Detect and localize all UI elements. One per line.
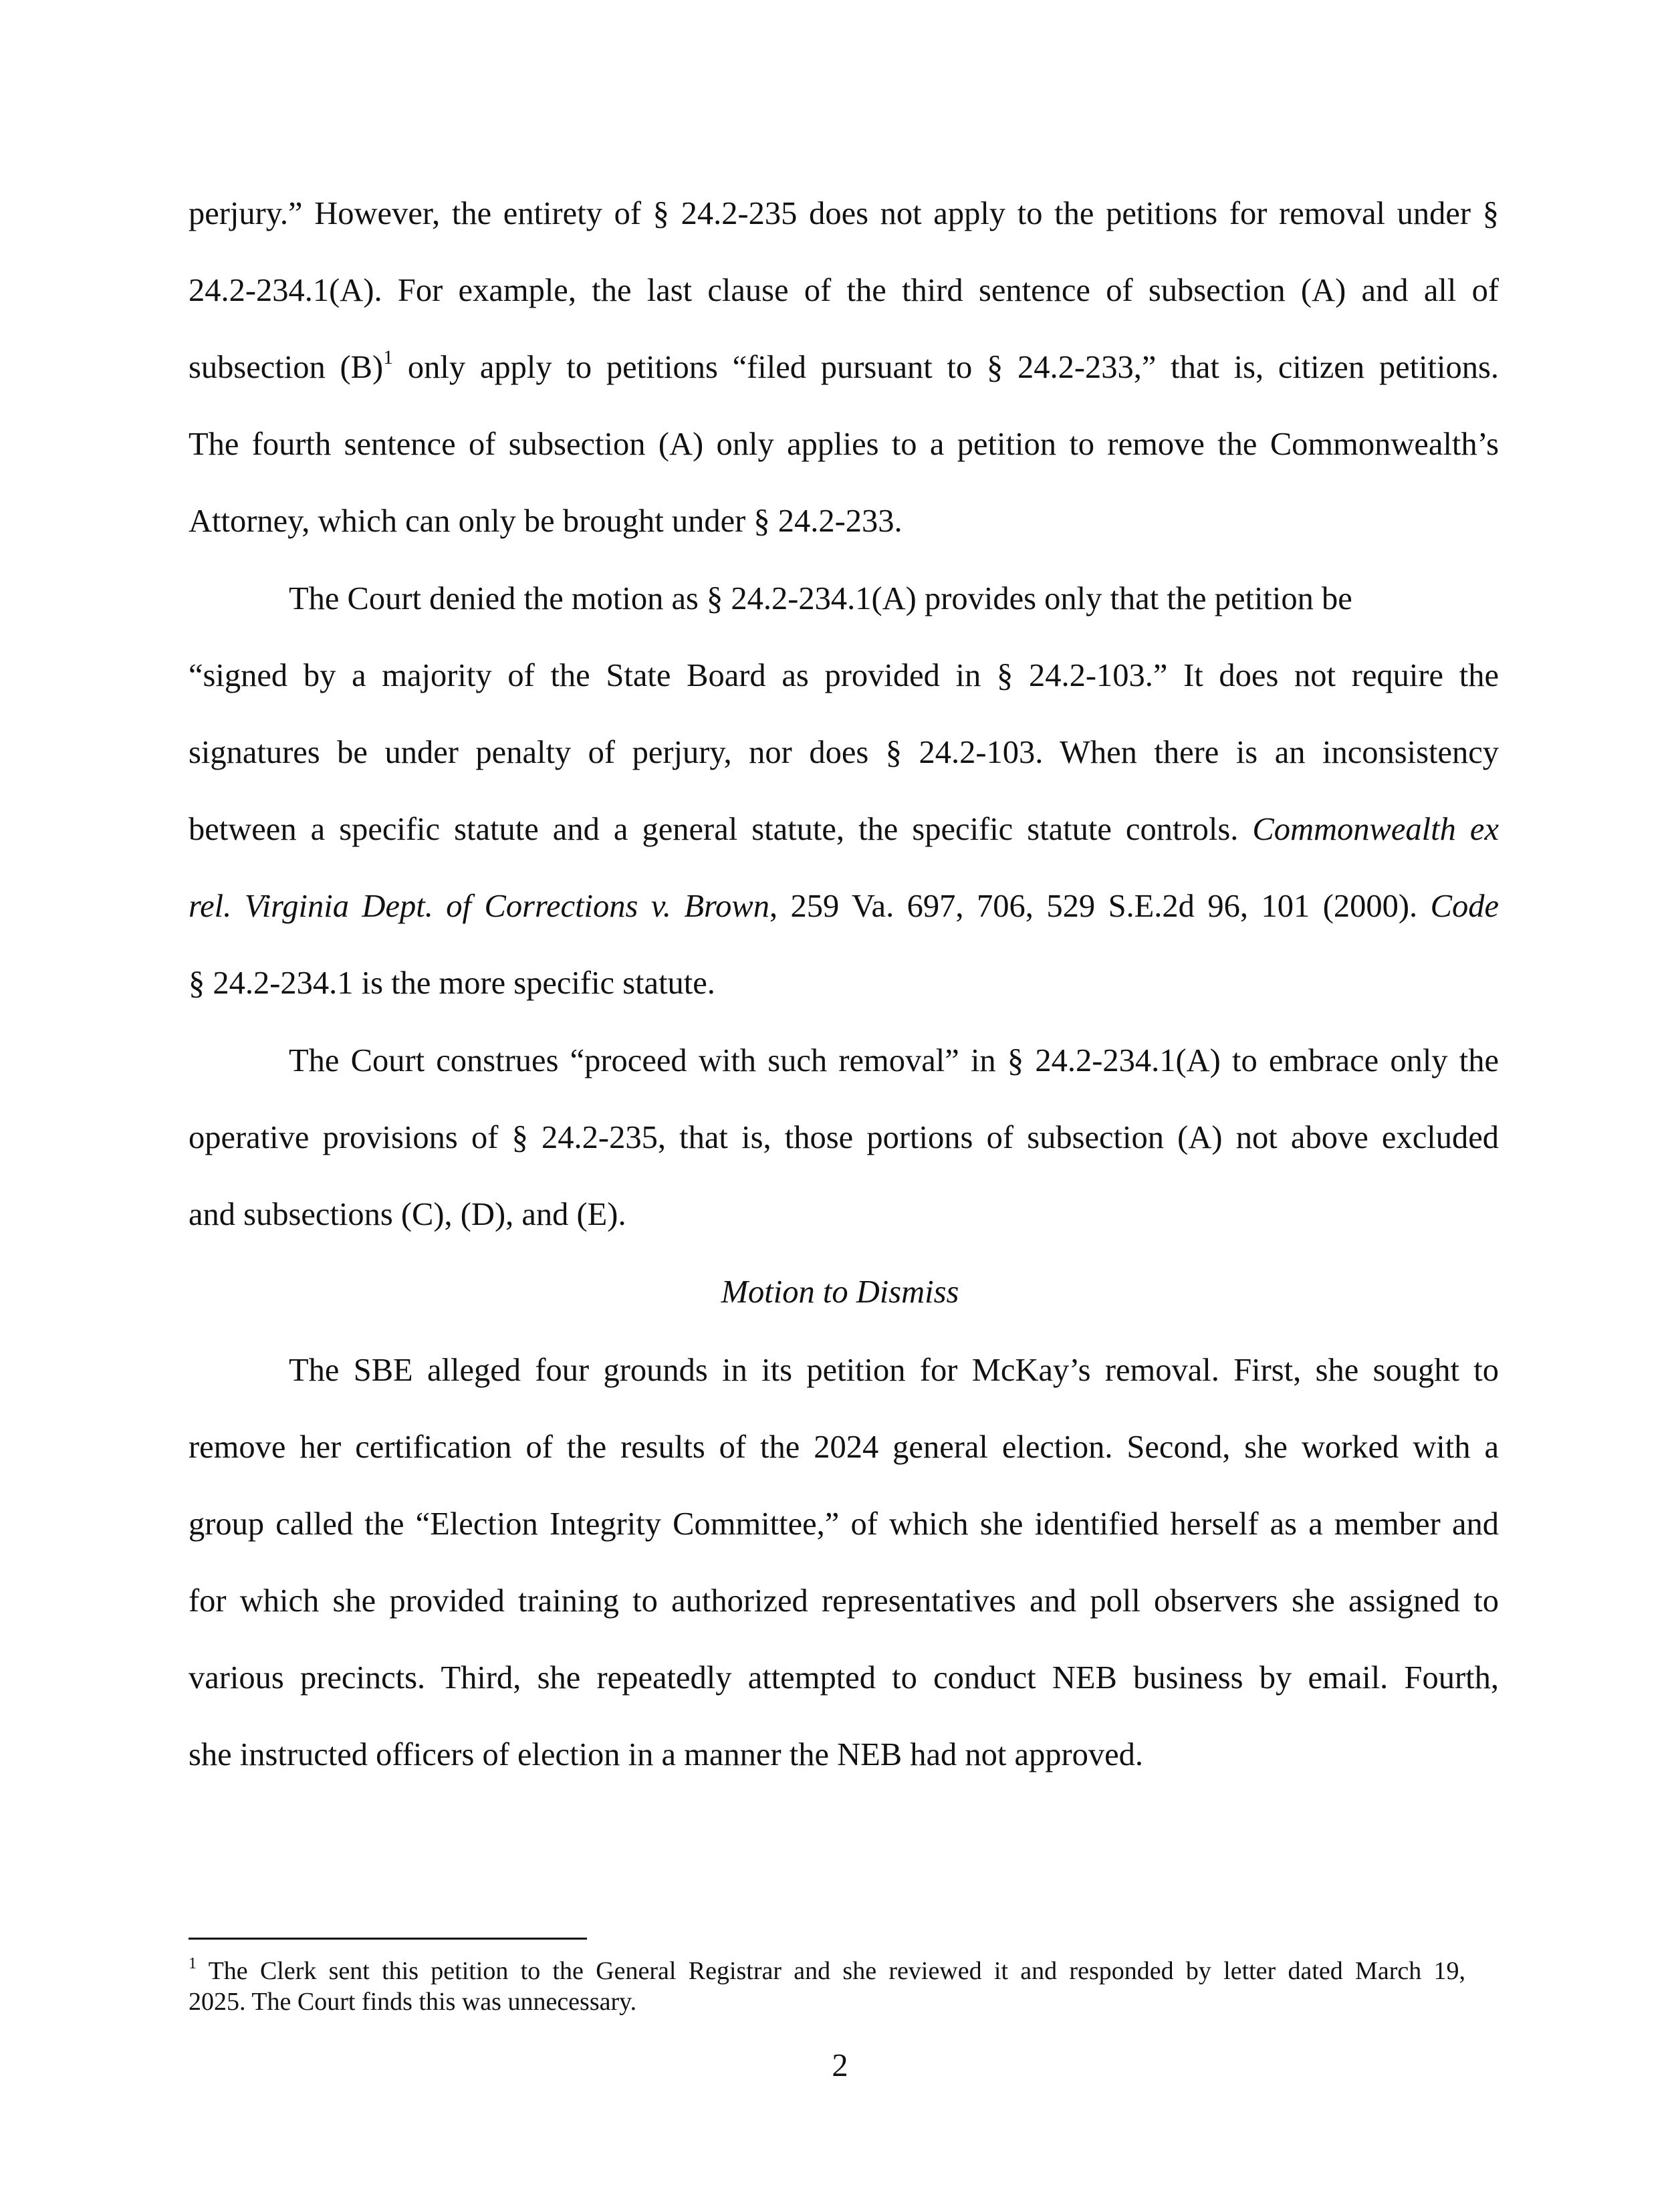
paragraph-2-line-4 <box>189 810 1499 850</box>
footnote-line-1 <box>189 1956 1465 1986</box>
paragraph-4-line-1: The SBE alleged four grounds in its petition for McKay’s removal. First, she sought to <box>289 1353 1499 1388</box>
paragraph-2-line-6: § 24.2-234.1 is the more specific statute. <box>189 965 715 1001</box>
text-segment: between a specific statute and a general statute, the specific statute controls. <box>189 812 1253 847</box>
paragraph-1-line-4: The fourth sentence of subsection (A) only applies to a petition to remove the Commonwealth’s <box>189 427 1499 462</box>
footnote-line-2: 2025. The Court finds this was unnecessary. <box>189 1988 637 2016</box>
text-segment: The Clerk sent this petition to the General Registrar and she reviewed it and responded by letter dated March 19, <box>197 1957 1465 1985</box>
paragraph-4-line-5: various precincts. Third, she repeatedly attempted to conduct NEB business by email. Fourth, <box>189 1660 1499 1696</box>
paragraph-4-line-3: group called the “Election Integrity Committee,” of which she identified herself as a member and <box>189 1506 1499 1542</box>
paragraph-3-line-2: operative provisions of § 24.2-235, that is, those portions of subsection (A) not above excluded <box>189 1120 1499 1155</box>
paragraph-4-line-2: remove her certification of the results of the 2024 general election. Second, she worked with a <box>189 1429 1499 1465</box>
paragraph-1-line-2: 24.2-234.1(A). For example, the last clause of the third sentence of subsection (A) and all of <box>189 273 1499 308</box>
paragraph-4-line-6: she instructed officers of election in a manner the NEB had not approved. <box>189 1737 1144 1772</box>
footnote-reference: 1 <box>383 346 394 368</box>
text-segment: only apply to petitions “filed pursuant to § 24.2-233,” that is, citizen petitions. <box>393 350 1499 385</box>
page-number: 2 <box>832 2048 848 2083</box>
code-citation-italic: Code <box>1430 889 1499 924</box>
paragraph-3-line-1: The Court construes “proceed with such removal” in § 24.2-234.1(A) to embrace only the <box>289 1043 1499 1078</box>
paragraph-3-line-3: and subsections (C), (D), and (E). <box>189 1197 626 1232</box>
text-segment: subsection (B) <box>189 350 384 385</box>
paragraph-2-line-2: “signed by a majority of the State Board as provided in § 24.2-103.” It does not require the <box>189 658 1499 693</box>
paragraph-2-line-5 <box>189 887 1499 927</box>
paragraph-1-line-1: perjury.” However, the entirety of § 24.2-235 does not apply to the petitions for removal under § <box>189 196 1499 231</box>
paragraph-4-line-4: for which she provided training to authorized representatives and poll observers she assigned to <box>189 1583 1499 1619</box>
paragraph-1-line-3 <box>189 348 1499 388</box>
paragraph-2-line-3: signatures be under penalty of perjury, nor does § 24.2-103. When there is an inconsistency <box>189 735 1499 770</box>
footnote-marker: 1 <box>189 1955 197 1973</box>
case-citation-italic: Commonwealth ex <box>1252 812 1499 847</box>
case-citation-italic: rel. Virginia Dept. of Corrections v. Brown <box>189 889 769 924</box>
footnote-separator <box>189 1938 587 1940</box>
paragraph-1-line-5: Attorney, which can only be brought under § 24.2-233. <box>189 503 903 539</box>
text-segment: , 259 Va. 697, 706, 529 S.E.2d 96, 101 (2000). <box>769 889 1431 924</box>
paragraph-2-line-1: The Court denied the motion as § 24.2-234.1(A) provides only that the petition be <box>289 581 1352 616</box>
section-heading: Motion to Dismiss <box>721 1274 959 1310</box>
